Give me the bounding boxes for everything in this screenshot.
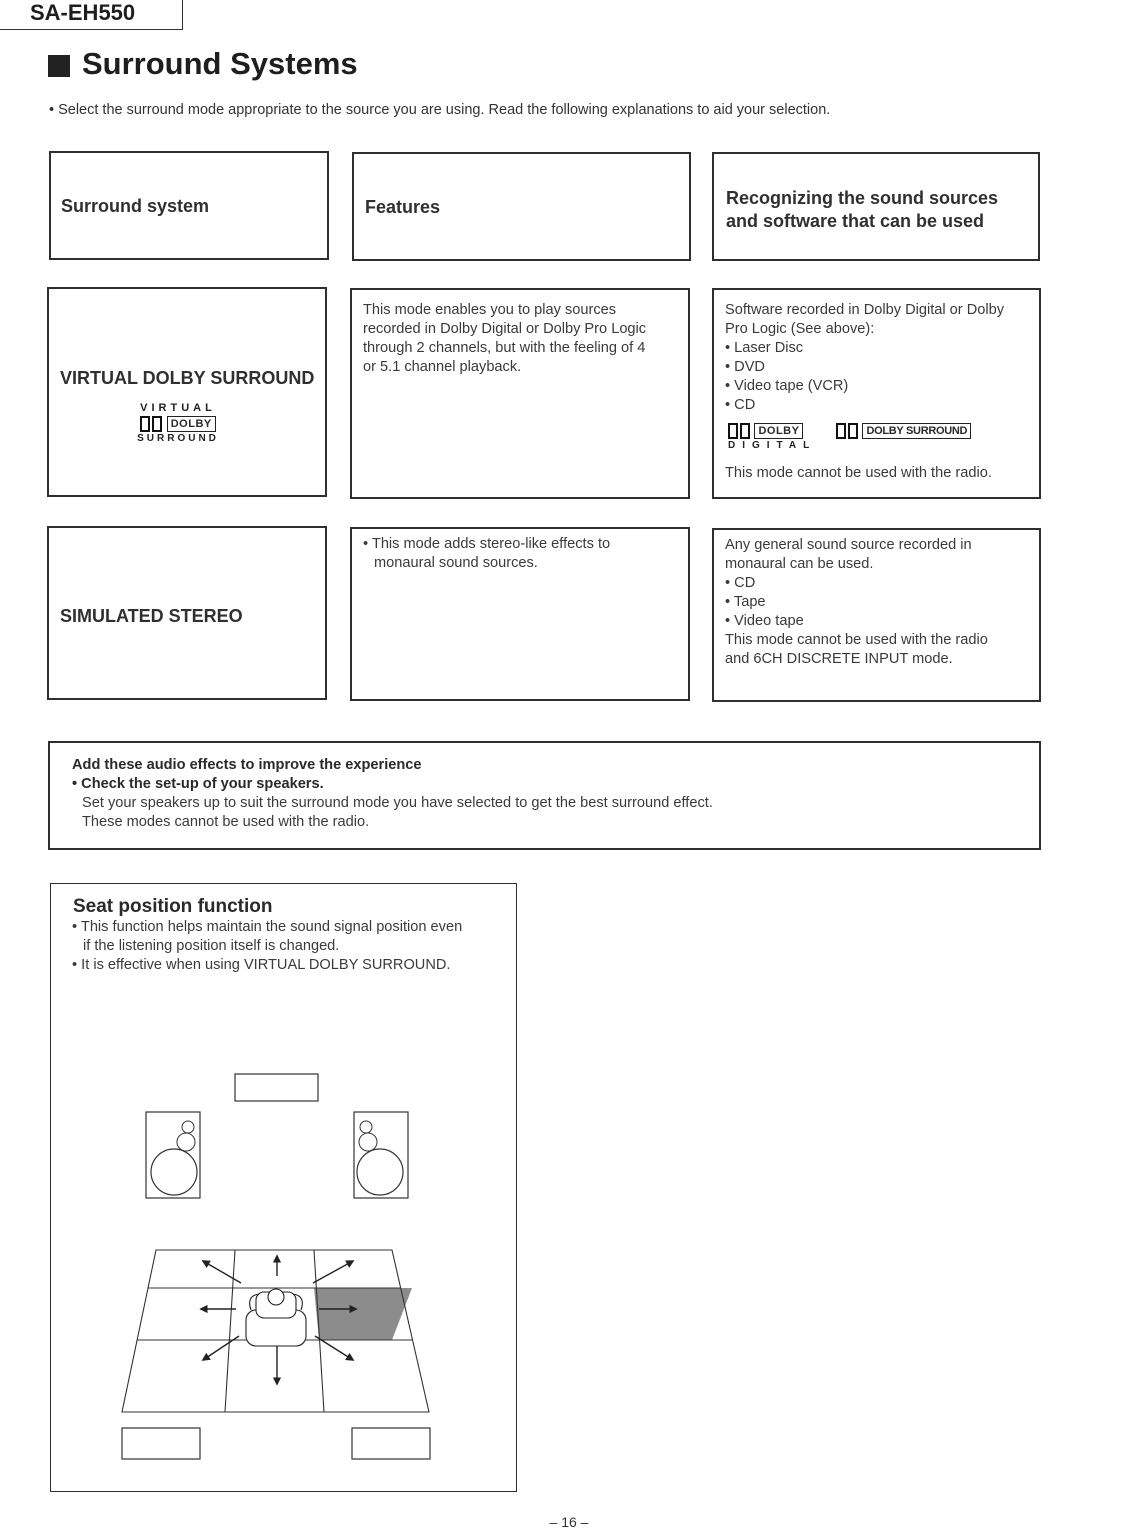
text-line: • This mode adds stereo-like effects to [363,536,611,552]
list-item: • CD [725,575,756,591]
column-header-sources [712,152,1040,261]
text-line: Pro Logic (See above): [725,321,875,337]
text-line: through 2 channels, but with the feeling of 4 [363,340,646,356]
list-item: • DVD [725,359,765,375]
sources-text [725,301,1004,415]
double-d-icon [728,423,750,439]
features-cell-virtual-dolby [350,288,690,499]
text-line: Software recorded in Dolby Digital or Dolby [725,302,1005,318]
seat-title: Seat position function [73,896,273,917]
column-header-label: Features [365,197,441,217]
effects-line: Set your speakers up to suit the surround mode you have selected to get the best surround effect. [82,795,713,811]
system-name: SIMULATED STEREO [60,606,243,626]
rear-left-speaker-icon [122,1428,200,1459]
effects-line: These modes cannot be used with the radio. [82,814,370,830]
audio-effects-box [48,741,1041,850]
highlighted-seat-area [314,1288,412,1340]
page-number: – 16 – [549,1514,589,1530]
logo-box-text: DOLBY [167,416,216,432]
system-cell-simulated-stereo [47,526,327,700]
seat-position-box [50,883,517,1492]
dolby-digital-logo [728,422,816,451]
column-header-label: Recognizing the sound sources and software that can be used [726,188,999,231]
list-item: • Video tape (VCR) [725,378,849,394]
column-header-system [49,151,329,260]
page-title: Surround Systems [82,46,358,81]
mode-note: This mode cannot be used with the radio. [725,465,992,481]
arrow-up-left-icon [203,1261,241,1283]
list-item: • Video tape [725,613,804,629]
list-item: • It is effective when using VIRTUAL DOLBY SURROUND. [72,957,451,973]
features-text [363,535,610,573]
list-item: • Tape [725,594,766,610]
list-item: • This function helps maintain the sound signal position even [72,919,463,935]
arrow-up-right-icon [313,1261,353,1283]
effects-item: • Check the set-up of your speakers. [72,776,324,792]
text-line: monaural sound sources. [374,555,538,571]
text-line: monaural can be used. [725,556,874,572]
audio-effects-text [72,756,713,832]
column-header-features [352,152,691,261]
mode-note: and 6CH DISCRETE INPUT mode. [725,651,953,667]
list-item: • Laser Disc [725,340,804,356]
sources-cell-virtual-dolby [712,288,1041,499]
sources-cell-simulated-stereo [712,528,1041,702]
double-d-icon [836,423,858,439]
model-tag [0,0,183,30]
text-line: or 5.1 channel playback. [363,359,522,375]
left-speaker-icon [146,1112,200,1198]
section-marker [48,55,70,77]
dolby-surround-logo [836,422,971,440]
effects-title: Add these audio effects to improve the experience [72,757,422,773]
double-d-icon [140,416,162,432]
listener-chair-icon [246,1289,306,1346]
column-header-label: Surround system [61,196,210,216]
surround-box-text: DOLBY SURROUND [862,423,971,439]
system-name: VIRTUAL DOLBY SURROUND [60,368,315,388]
mode-note: This mode cannot be used with the radio [725,632,988,648]
dolby-box-text: DOLBY [754,423,803,439]
logo-top-text: VIRTUAL [140,402,216,414]
logo-bottom-text: SURROUND [137,433,219,444]
seat-position-diagram [51,884,515,1490]
center-speaker-icon [235,1074,318,1101]
intro-text: • Select the surround mode appropriate to the source you are using. Read the following explanations to aid your selection. [49,102,831,118]
features-cell-simulated-stereo [350,527,690,701]
virtual-dolby-surround-logo [133,402,223,444]
model-number: SA-EH550 [30,0,136,25]
list-item: if the listening position itself is changed. [83,938,340,954]
features-text [363,301,646,377]
rear-right-speaker-icon [352,1428,430,1459]
right-speaker-icon [354,1112,408,1198]
list-item: • CD [725,397,756,413]
system-cell-virtual-dolby [47,287,327,497]
text-line: This mode enables you to play sources [363,302,617,318]
text-line: Any general sound source recorded in [725,537,972,553]
sources-text [725,536,988,669]
digital-text: DIGITAL [728,440,817,451]
text-line: recorded in Dolby Digital or Dolby Pro Logic [363,321,647,337]
